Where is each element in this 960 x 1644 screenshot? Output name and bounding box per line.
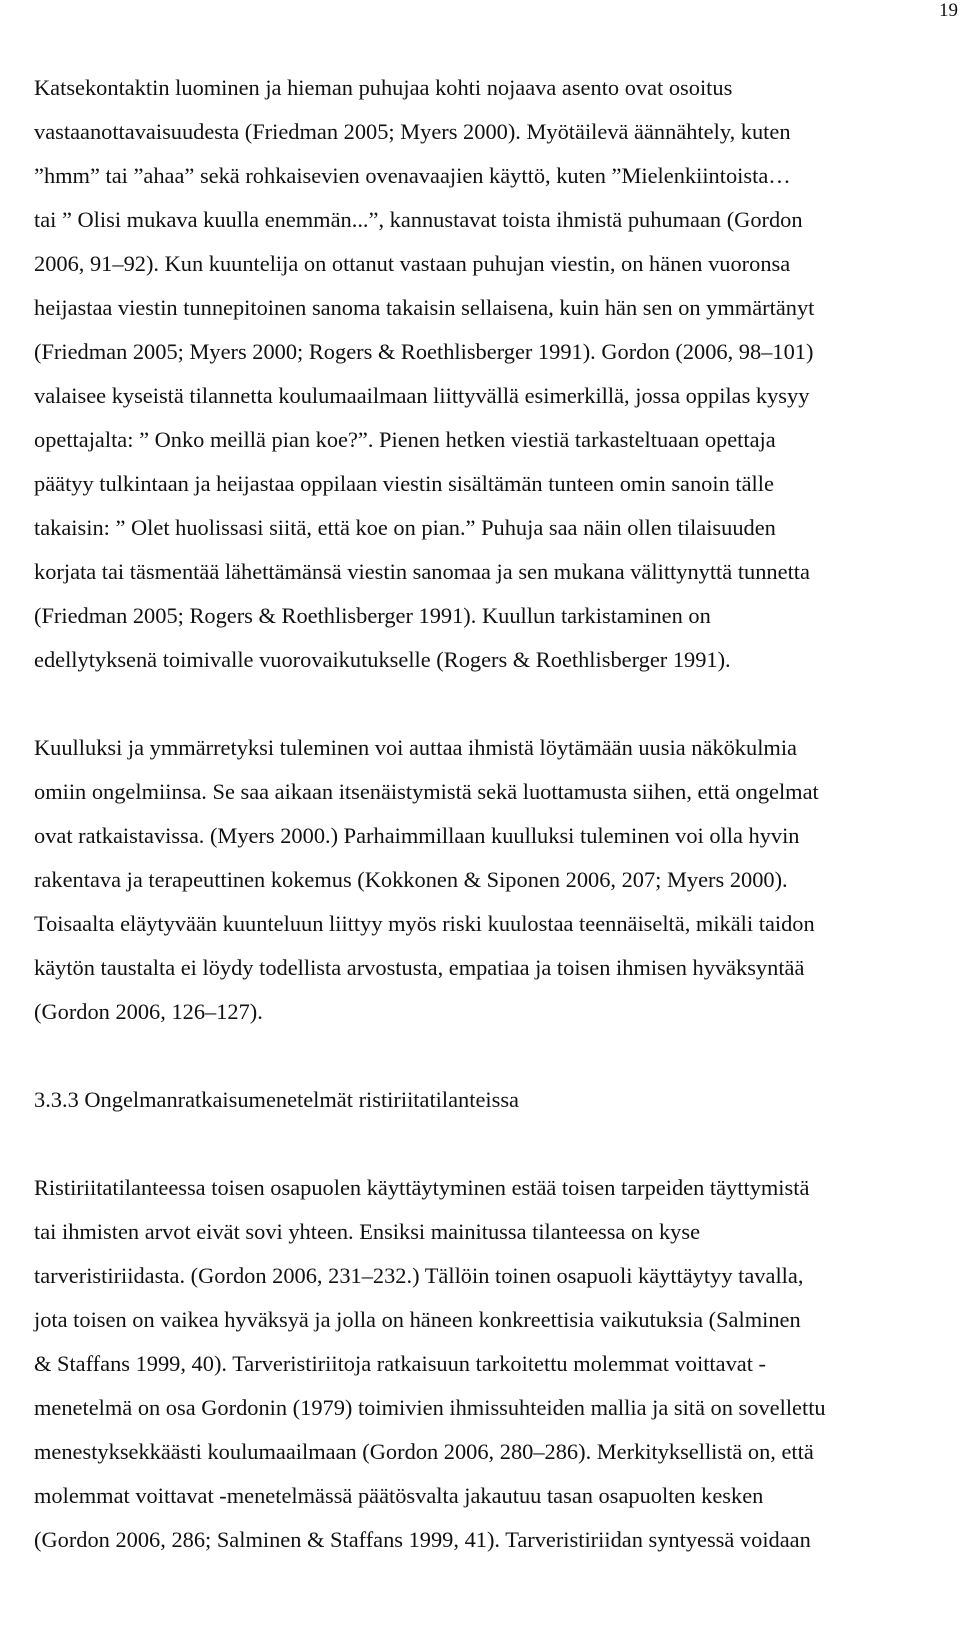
text-line: molemmat voittavat -menetelmässä päätösvalta jakautuu tasan osapuolten kesken (34, 1483, 764, 1508)
text-line: käytön taustalta ei löydy todellista arvostusta, empatiaa ja toisen ihmisen hyväksyntää (34, 955, 805, 980)
text-line: päätyy tulkintaan ja heijastaa oppilaan viestin sisältämän tunteen omin sanoin tälle (34, 471, 774, 496)
text-line: takaisin: ” Olet huolissasi siitä, että koe on pian.” Puhuja saa näin ollen tilaisuuden (34, 515, 776, 540)
page-number: 19 (939, 0, 958, 21)
text-line: ”hmm” tai ”ahaa” sekä rohkaisevien ovenavaajien käyttö, kuten ”Mielenkiintoista… (34, 163, 791, 188)
text-line: heijastaa viestin tunnepitoinen sanoma takaisin sellaisena, kuin hän sen on ymmärtänyt (34, 295, 815, 320)
section-heading: 3.3.3 Ongelmanratkaisumenetelmät ristiriitatilanteissa (34, 1087, 519, 1112)
text-line: (Friedman 2005; Myers 2000; Rogers & Roethlisberger 1991). Gordon (2006, 98–101) (34, 339, 814, 364)
text-line: menestyksekkäästi koulumaailmaan (Gordon 2006, 280–286). Merkityksellistä on, että (34, 1439, 814, 1464)
text-line: (Gordon 2006, 126–127). (34, 999, 263, 1024)
text-line: & Staffans 1999, 40). Tarveristiriitoja ratkaisuun tarkoitettu molemmat voittavat - (34, 1351, 766, 1376)
text-line: Ristiriitatilanteessa toisen osapuolen käyttäytyminen estää toisen tarpeiden täyttymistä (34, 1175, 810, 1200)
text-line: rakentava ja terapeuttinen kokemus (Kokkonen & Siponen 2006, 207; Myers 2000). (34, 867, 788, 892)
text-line: tarveristiriidasta. (Gordon 2006, 231–232.) Tällöin toinen osapuoli käyttäytyy tavalla, (34, 1263, 804, 1288)
text-line: 2006, 91–92). Kun kuuntelija on ottanut vastaan puhujan viestin, on hänen vuoronsa (34, 251, 791, 276)
text-line: jota toisen on vaikea hyväksyä ja jolla on häneen konkreettisia vaikutuksia (Salminen (34, 1307, 801, 1332)
text-line: (Gordon 2006, 286; Salminen & Staffans 1999, 41). Tarveristiriidan syntyessä voidaan (34, 1527, 811, 1552)
text-line: omiin ongelmiinsa. Se saa aikaan itsenäistymistä sekä luottamusta siihen, että ongelmat (34, 779, 819, 804)
text-line: tai ” Olisi mukava kuulla enemmän...”, kannustavat toista ihmistä puhumaan (Gordon (34, 207, 803, 232)
text-line: opettajalta: ” Onko meillä pian koe?”. Pienen hetken viestiä tarkasteltuaan opettaja (34, 427, 776, 452)
text-line: Toisaalta eläytyvään kuunteluun liittyy myös riski kuulostaa teennäiseltä, mikäli taidon (34, 911, 815, 936)
text-line: ovat ratkaistavissa. (Myers 2000.) Parhaimmillaan kuulluksi tuleminen voi olla hyvin (34, 823, 800, 848)
text-line: edellytyksenä toimivalle vuorovaikutukselle (Rogers & Roethlisberger 1991). (34, 647, 731, 672)
text-line: Katsekontaktin luominen ja hieman puhujaa kohti nojaava asento ovat osoitus (34, 75, 733, 100)
text-line: valaisee kyseistä tilannetta koulumaailmaan liittyvällä esimerkillä, jossa oppilas kysyy (34, 383, 810, 408)
text-line: korjata tai täsmentää lähettämänsä viestin sanomaa ja sen mukana välittynyttä tunnetta (34, 559, 810, 584)
text-line: menetelmä on osa Gordonin (1979) toimivien ihmissuhteiden mallia ja sitä on sovellettu (34, 1395, 826, 1420)
text-line: vastaanottavaisuudesta (Friedman 2005; Myers 2000). Myötäilevä äännähtely, kuten (34, 119, 791, 144)
text-line: tai ihmisten arvot eivät sovi yhteen. Ensiksi mainitussa tilanteessa on kyse (34, 1219, 701, 1244)
text-line: (Friedman 2005; Rogers & Roethlisberger 1991). Kuullun tarkistaminen on (34, 603, 711, 628)
text-line: Kuulluksi ja ymmärretyksi tuleminen voi auttaa ihmistä löytämään uusia näkökulmia (34, 735, 797, 760)
